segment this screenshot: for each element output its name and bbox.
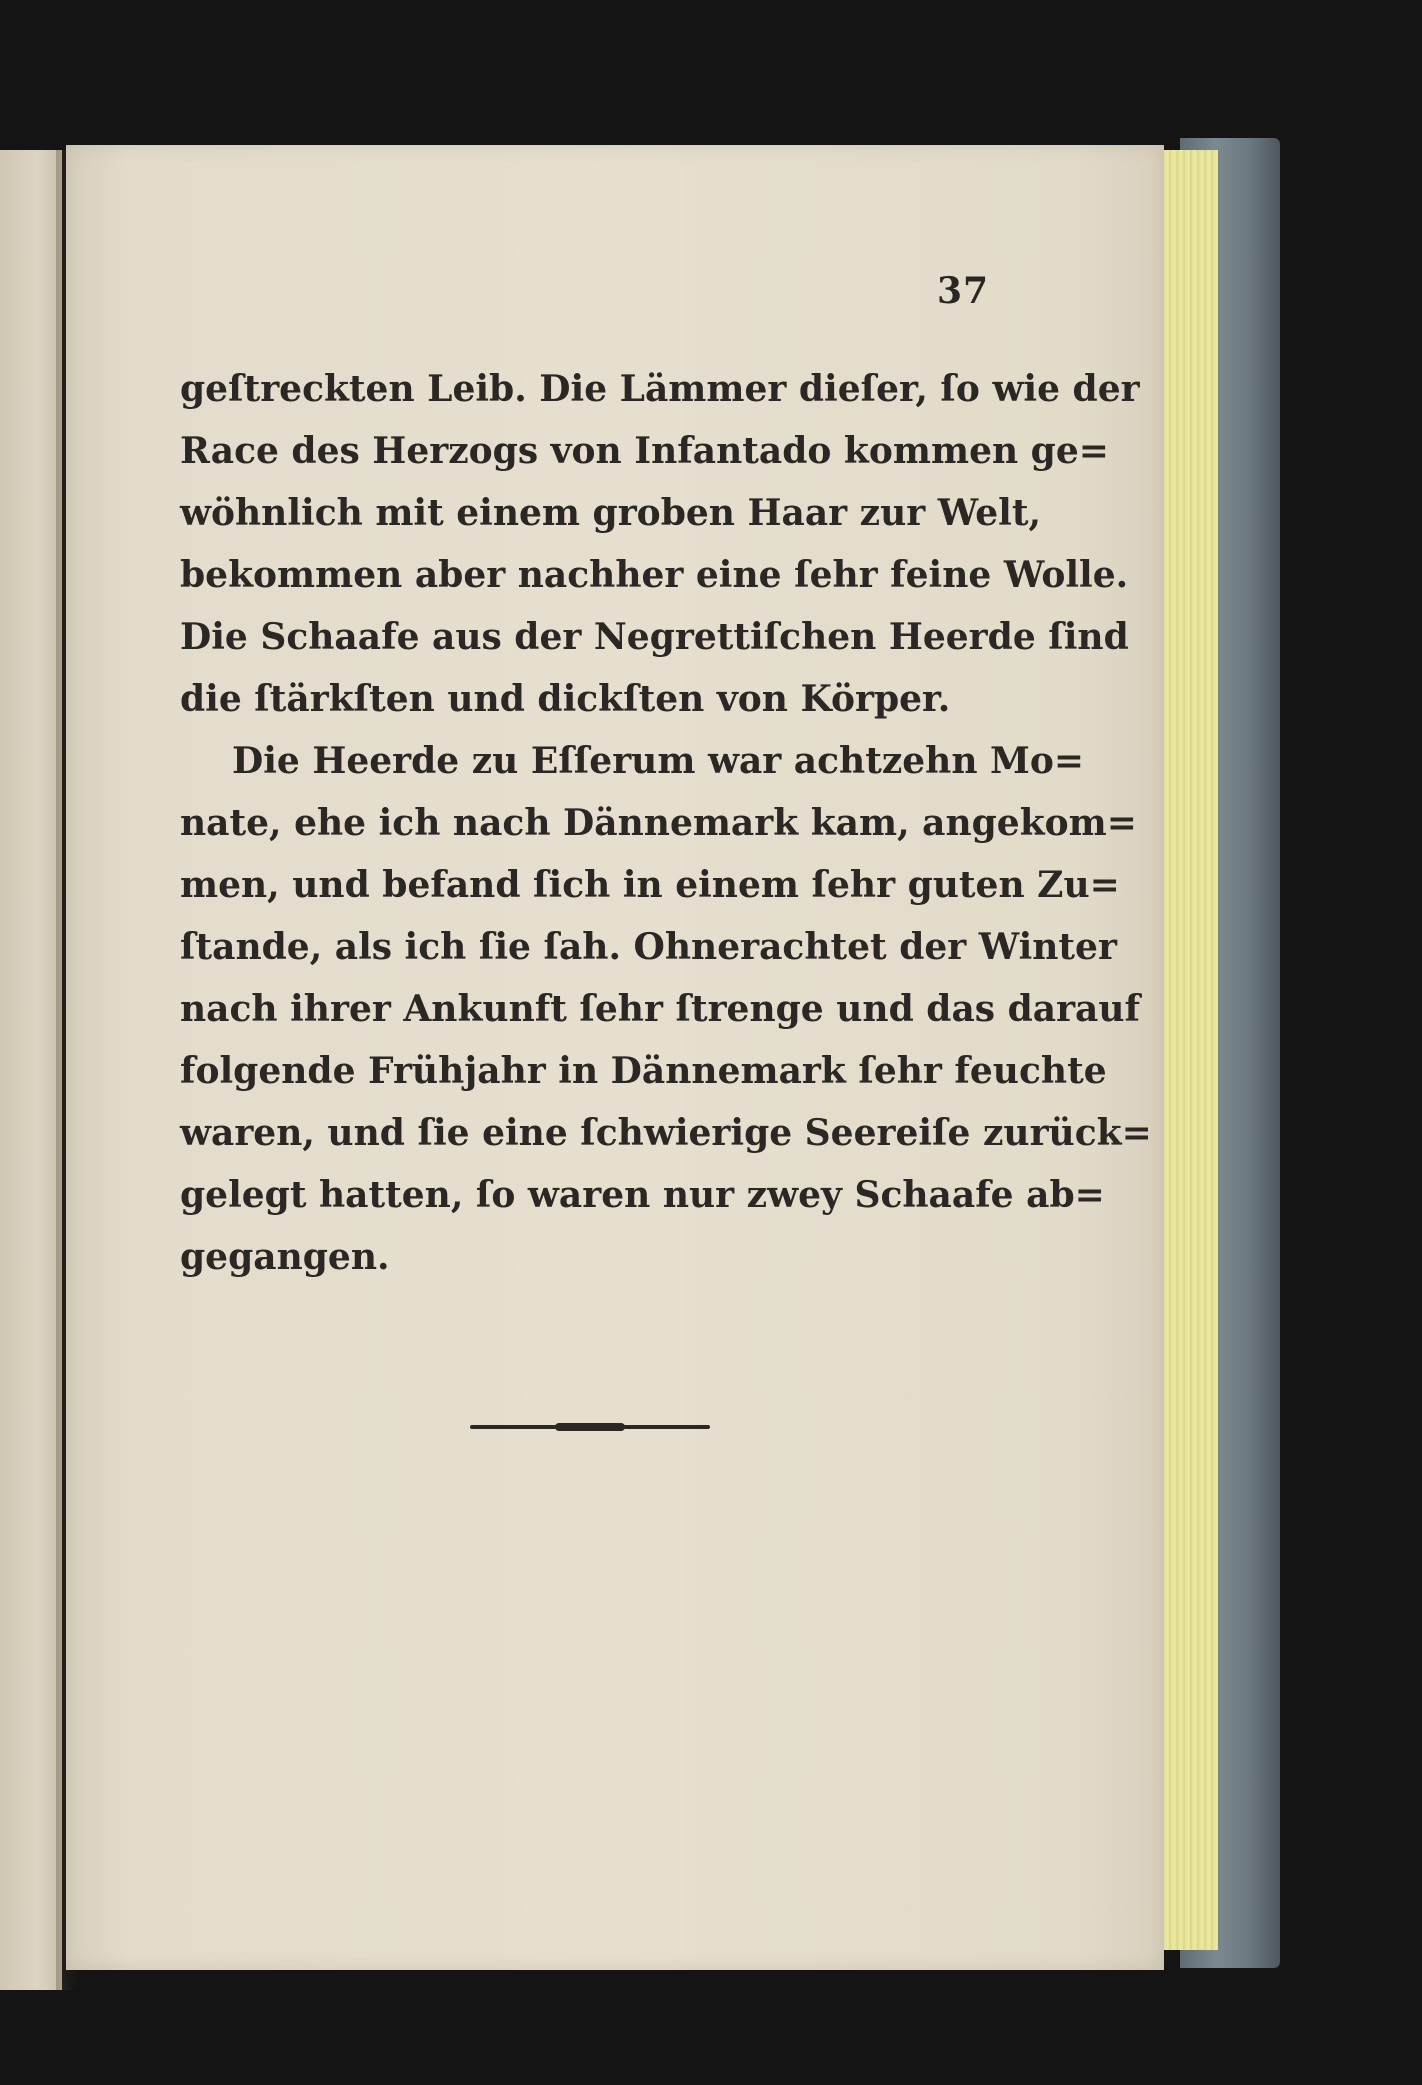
text-line: geſtreckten Leib. Die Lämmer dieſer, ſo wie der	[180, 368, 1140, 410]
page-edges	[1158, 150, 1218, 1950]
text-line: men, und befand ſich in einem ſehr guten Zu=	[180, 864, 1120, 906]
text-line: gelegt hatten, ſo waren nur zwey Schaafe ab=	[180, 1174, 1105, 1216]
text-line: Race des Herzogs von Infantado kommen ge=	[180, 430, 1109, 472]
left-facing-page	[0, 150, 62, 1990]
page-number: 37	[937, 270, 990, 312]
text-line: waren, und ſie eine ſchwierige Seereiſe zurück=	[180, 1112, 1152, 1154]
text-line: gegangen.	[180, 1236, 390, 1278]
text-line: Die Schaafe aus der Negrettiſchen Heerde ſind	[180, 616, 1129, 658]
text-line: nach ihrer Ankunft ſehr ſtrenge und das darauf	[180, 988, 1141, 1030]
text-line: bekommen aber nachher eine ſehr feine Wolle.	[180, 554, 1129, 596]
text-line: wöhnlich mit einem groben Haar zur Welt,	[180, 492, 1041, 534]
text-line: die ſtärkſten und dickſten von Körper.	[180, 678, 951, 720]
text-line: nate, ehe ich nach Dännemark kam, angekom=	[180, 802, 1137, 844]
body-text	[180, 358, 1152, 1288]
text-line: folgende Frühjahr in Dännemark ſehr feuchte	[180, 1050, 1107, 1092]
text-line: Die Heerde zu Eſſerum war achtzehn Mo=	[232, 740, 1085, 782]
section-divider-center	[555, 1423, 625, 1431]
text-line: ſtande, als ich ſie ſah. Ohnerachtet der Winter	[180, 926, 1117, 968]
